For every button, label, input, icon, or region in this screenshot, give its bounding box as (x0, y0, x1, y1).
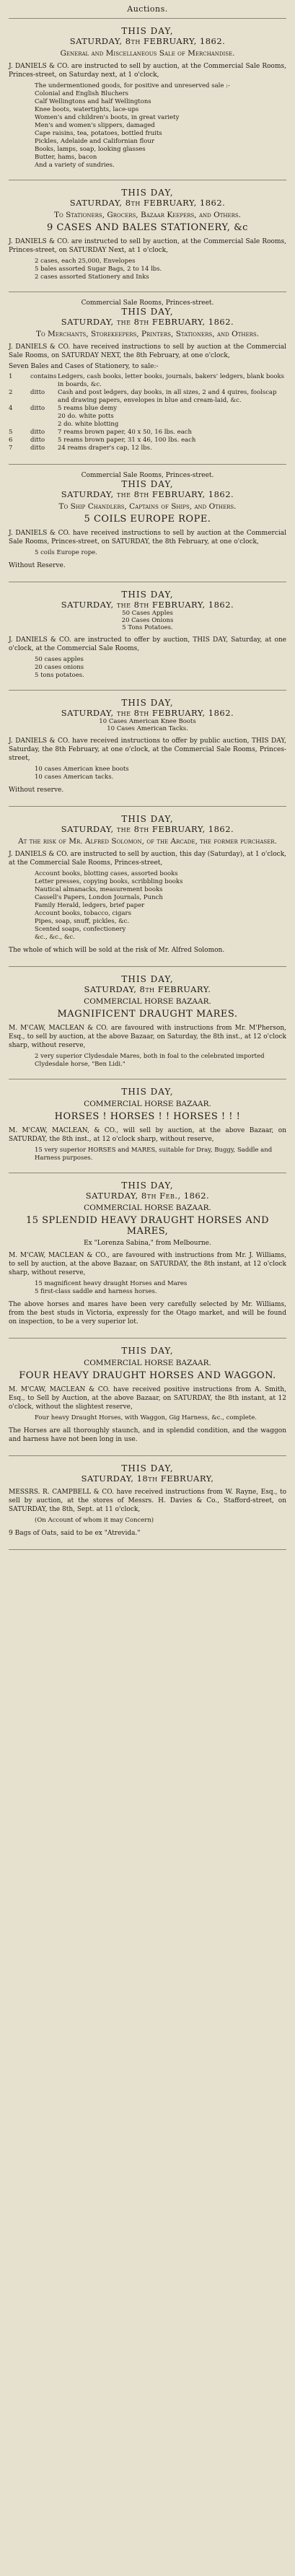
list-item: Nautical almanacks, measurement books (35, 886, 163, 893)
row-number: 5 (9, 429, 13, 436)
list-item: 10 cases American knee boots (35, 766, 129, 773)
auction-notice (9, 18, 286, 180)
notice-heading: COMMERCIAL HORSE BAZAAR. (84, 997, 211, 1006)
row-unit: ditto (30, 405, 45, 412)
auction-notice (9, 465, 286, 582)
table-row (9, 444, 286, 452)
row-number: 4 (9, 405, 13, 412)
auction-notice (9, 292, 286, 465)
auction-notice (9, 1173, 286, 1339)
row-unit: ditto (30, 429, 45, 436)
auction-notice (9, 582, 286, 691)
notice-date: SATURDAY, 8th FEBRUARY, 1862. (69, 198, 226, 208)
notice-note: The Horses are all thoroughly staunch, and in splendid condition, and the waggon and harness have not been long in use. (9, 1427, 286, 1443)
auction-notice (9, 807, 286, 967)
table-row (9, 405, 286, 413)
notice-day: THIS DAY, (121, 1463, 174, 1473)
list-item: Account books, blotting cases, assorted books (35, 870, 178, 877)
list-item: Books, lamps, soap, looking glasses (35, 146, 146, 153)
notice-heading: At the risk of Mr. Alfred Solomon, of the Arcade, the former purchaser. (18, 837, 277, 846)
list-item: Family Herald, ledgers, brief paper (35, 902, 145, 909)
list-item: 10 cases American tacks. (35, 774, 114, 781)
list-item: And a variety of sundries. (35, 162, 115, 169)
lot-summary-line: 10 Cases American Knee Boots (99, 718, 196, 725)
notice-intro: Seven Bales and Cases of Stationery, to sale:- (9, 363, 159, 370)
list-item: Men's and women's slippers, damaged (35, 122, 155, 129)
notice-subtitle: Ex "Lorenza Sabina," from Melbourne. (84, 1240, 211, 1247)
notice-body: J. DANIELS & CO. are instructed to sell by auction, at the Commercial Sale Rooms, Princes-street, on Saturday next, at 1 o'clock, (9, 63, 286, 79)
notice-body: J. DANIELS & CO. have received instructions to offer by public auction, THIS DAY, Saturday, the 8th February, at one o'clock, at the Commercial Sale Rooms, Princes-street, (9, 737, 286, 762)
list-item: Letter presses, copying books, scribbling books (35, 878, 183, 885)
list-item: (On Account of whom it may Concern) (35, 1517, 154, 1524)
notice-date: SATURDAY, the 8th FEBRUARY, 1862. (61, 489, 234, 499)
table-row (9, 373, 286, 389)
row-number: 2 (9, 389, 13, 396)
row-description: 5 reams brown paper, 31 x 46, 100 lbs. each (58, 437, 196, 444)
notice-lot-title: HORSES ! HORSES ! ! HORSES ! ! ! (54, 1111, 241, 1122)
notice-heading: To Merchants, Storekeepers, Printers, Stationers, and Others. (35, 330, 260, 338)
notice-date: SATURDAY, 8th Feb., 1862. (85, 1191, 210, 1201)
notice-day: THIS DAY, (121, 1180, 174, 1191)
lot-summary-line: 10 Cases American Tacks. (107, 725, 188, 732)
notice-location: Commercial Sale Rooms, Princes-street. (81, 299, 214, 307)
auction-notice (9, 1456, 286, 1550)
list-item: 15 magnificent heavy draught Horses and Mares (35, 1280, 188, 1287)
notice-heading: COMMERCIAL HORSE BAZAAR. (84, 1100, 211, 1108)
notice-note: 9 Bags of Oats, said to be ex "Atrevida." (9, 1530, 141, 1537)
notice-day: THIS DAY, (121, 479, 174, 489)
notice-heading: General and Miscellaneous Sale of Merchandise. (60, 49, 235, 58)
notice-heading: COMMERCIAL HORSE BAZAAR. (84, 1359, 211, 1367)
table-row (9, 389, 286, 405)
notice-heading: COMMERCIAL HORSE BAZAAR. (84, 1204, 211, 1212)
row-unit: ditto (30, 437, 45, 444)
row-description: 2 do. white blotting (58, 421, 119, 428)
row-description: 24 reams draper's cap, 12 lbs. (58, 444, 152, 452)
notice-day: THIS DAY, (121, 814, 174, 824)
notice-body: M. M'CAW, MACLEAN & CO. have received positive instructions from A. Smith, Esq., to Sell by Auction, at the above Bazaar, on SATURDAY, the 8th instant, at 12 o'clock, without the slightest reserve, (9, 1386, 286, 1411)
row-description: 7 reams brown paper, 40 x 50, 16 lbs. each (58, 429, 192, 436)
row-number: 1 (9, 373, 13, 380)
row-unit: ditto (30, 444, 45, 452)
notice-note: Without Reserve. (9, 562, 66, 569)
lot-list (35, 1053, 286, 1069)
notice-day: THIS DAY, (121, 1346, 174, 1356)
notice-body: J. DANIELS & CO. have received instructions to sell by auction at the Commercial Sale Rooms, Princes-street, on SATURDAY, the 8th February, at one o'clock, (9, 530, 286, 546)
notice-day: THIS DAY, (121, 188, 174, 198)
list-item: Butter, hams, bacon (35, 154, 97, 161)
lot-list (35, 1517, 286, 1525)
list-item: The undermentioned goods, for positive and unreserved sale :- (35, 82, 230, 89)
notice-heading: To Stationers, Grocers, Bazaar Keepers, and Others. (54, 211, 241, 219)
auction-notice (9, 967, 286, 1079)
list-item: Calf Wellingtons and half Wellingtons (35, 98, 151, 105)
notice-lot-title: 15 SPLENDID HEAVY DRAUGHT HORSES AND MARES, (25, 1215, 270, 1237)
list-item: Four heavy Draught Horses, with Waggon, Gig Harness, &c., complete. (35, 1414, 257, 1421)
lot-summary (9, 718, 286, 732)
row-number: 6 (9, 437, 13, 444)
lot-summary-line: 20 Cases Onions (121, 617, 174, 624)
lot-summary (9, 610, 286, 631)
list-item: 20 cases onions (35, 664, 84, 671)
notice-lot-title: 9 CASES AND BALES STATIONERY, &c (47, 222, 248, 233)
list-item: Women's and children's boots, in great variety (35, 114, 180, 121)
row-unit: contains (30, 373, 57, 380)
lot-list (35, 1414, 286, 1422)
notice-day: THIS DAY, (121, 307, 174, 317)
list-item: &c., &c., &c. (35, 934, 75, 941)
notice-lot-title: MAGNIFICENT DRAUGHT MARES. (57, 1009, 238, 1020)
notice-day: THIS DAY, (121, 590, 174, 600)
list-item: 15 very superior HORSES and MARES, suitable for Dray, Buggy, Saddle and Harness purposes. (35, 1147, 273, 1162)
notice-date: SATURDAY, the 8th FEBRUARY, 1862. (61, 317, 234, 327)
notice-body: J. DANIELS & CO. are instructed to sell by auction, this day (Saturday), at 1 o'clock, at the Commercial Sale Rooms, Princes-street, (9, 851, 287, 867)
row-description: Cash and post ledgers, day books, in all sizes, 2 and 4 quires, foolscap and drawing papers, envelopes in blue and cream-laid, &c. (58, 389, 277, 404)
lot-list (35, 870, 286, 942)
notice-date: SATURDAY, the 8th FEBRUARY, 1862. (61, 600, 234, 610)
notice-body: MESSRS. R. CAMPBELL & CO. have received instructions from W. Rayne, Esq., to sell by auction, at the stores of Messrs. H. Davies & Co., Stafford-street, on SATURDAY, the 8th, Sept. at 11 o'clock, (9, 1489, 286, 1513)
list-item: 5 tons potatoes. (35, 672, 84, 679)
notice-date: SATURDAY, the 8th FEBRUARY, 1862. (61, 708, 234, 718)
list-item: 5 first-class saddle and harness horses. (35, 1288, 157, 1295)
notice-location: Commercial Sale Rooms, Princes-street. (81, 472, 214, 479)
list-item: Cape raisins, tea, potatoes, bottled fruits (35, 130, 162, 137)
lot-list (35, 549, 286, 557)
notice-date: SATURDAY, 8th FEBRUARY. (84, 984, 211, 994)
row-description: 20 do. white potts (58, 413, 114, 420)
notice-day: THIS DAY, (121, 698, 174, 708)
notices-list (9, 18, 286, 1550)
newspaper-column (9, 0, 286, 1550)
list-item: 2 very superior Clydesdale Mares, both in foal to the celebrated imported Clydesdale horse, "Ben Lidi." (35, 1053, 265, 1068)
lot-summary-line: 50 Cases Apples (122, 610, 173, 617)
notice-date: SATURDAY, 18th FEBRUARY, (81, 1473, 214, 1484)
row-description: 5 reams blue demy (58, 405, 118, 412)
list-item: Pickles, Adelaide and Californian flour (35, 138, 154, 145)
notice-lot-title: FOUR HEAVY DRAUGHT HORSES AND WAGGON. (19, 1370, 276, 1381)
notice-note: The above horses and mares have been very carefully selected by Mr. Williams, from the best studs in Victoria, expressly for the Otago market, and will be found on inspection, to be a very superior lot. (9, 1301, 286, 1326)
notice-date: SATURDAY, 8th FEBRUARY, 1862. (69, 36, 226, 46)
list-item: Account books, tobacco, cigars (35, 910, 131, 917)
notice-body: J. DANIELS & CO. are instructed to offer by auction, THIS DAY, Saturday, at one o'clock, at the Commercial Sale Rooms, (9, 636, 286, 652)
list-item: 50 cases apples (35, 656, 84, 663)
table-row (9, 437, 286, 444)
list-item: Cassell's Papers, London Journals, Punch (35, 894, 163, 901)
row-unit: ditto (30, 389, 45, 396)
notice-day: THIS DAY, (121, 1087, 174, 1097)
auction-notice (9, 1339, 286, 1456)
list-item: 2 cases assorted Stationery and Inks (35, 273, 149, 281)
stationery-table (9, 373, 286, 452)
list-item: 2 cases, each 25,000, Envelopes (35, 258, 136, 265)
row-description: Ledgers, cash books, letter books, journals, bakers' ledgers, blank books in boards, &c. (58, 373, 285, 388)
lot-list (35, 258, 286, 281)
notice-date: SATURDAY, the 8th FEBRUARY, 1862. (61, 824, 234, 834)
section-masthead: Auctions. (127, 4, 168, 14)
list-item: 5 bales assorted Sugar Bags, 2 to 14 lbs. (35, 266, 162, 273)
list-item: Pipes, soap, snuff, pickles, &c. (35, 918, 130, 925)
list-item: Knee boots, watertights, lace-ups (35, 106, 139, 113)
list-item: 5 coils Europe rope. (35, 549, 97, 556)
notice-body: M. M'CAW, MACLEAN & CO. are favoured with instructions from Mr. M'Pherson, Esq., to sell by auction, at the above Bazaar, on Saturday, the 8th inst., at 12 o'clock sharp, without reserve, (9, 1025, 286, 1049)
lot-list (35, 766, 286, 781)
table-row (9, 413, 286, 421)
auction-notice (9, 1079, 286, 1173)
table-row (9, 421, 286, 429)
lot-list (35, 1280, 286, 1296)
notice-heading: To Ship Chandlers, Captains of Ships, and Others. (58, 502, 237, 511)
auction-notice (9, 691, 286, 807)
lot-list (35, 1147, 286, 1162)
notice-note: The whole of which will be sold at the risk of Mr. Alfred Solomon. (9, 947, 225, 954)
notice-body: M. M'CAW, MACLEAN, & CO., will sell by auction, at the above Bazaar, on SATURDAY, the 8th inst., at 12 o'clock sharp, without reserve, (9, 1127, 286, 1143)
notice-body: J. DANIELS & CO. have received instructions to sell by auction at the Commercial Sale Rooms, on SATURDAY NEXT, the 8th February, at one o'clock, (9, 343, 286, 359)
lot-list (35, 82, 286, 170)
row-number: 7 (9, 444, 13, 452)
lot-list (35, 656, 286, 680)
auction-notice (9, 180, 286, 292)
list-item: Colonial and English Bluchers (35, 90, 129, 97)
notice-body: M. M'CAW, MACLEAN & CO., are favoured with instructions from Mr. J. Williams, to sell by auction, at the above Bazaar, on SATURDAY, the 8th instant, at 12 o'clock sharp, without reserve, (9, 1252, 286, 1276)
notice-note: Without reserve. (9, 787, 64, 794)
notice-body: J. DANIELS & CO. are instructed to sell by auction, at the Commercial Sale Rooms, Princes-street, on SATURDAY Next, at 1 o'clock, (9, 238, 286, 254)
table-row (9, 429, 286, 437)
notice-lot-title: 5 COILS EUROPE ROPE. (84, 514, 211, 525)
notice-day: THIS DAY, (121, 26, 174, 36)
lot-summary-line: 5 Tons Potatoes. (122, 624, 173, 631)
notice-day: THIS DAY, (121, 974, 174, 984)
list-item: Scented soaps, confectionery (35, 926, 126, 933)
